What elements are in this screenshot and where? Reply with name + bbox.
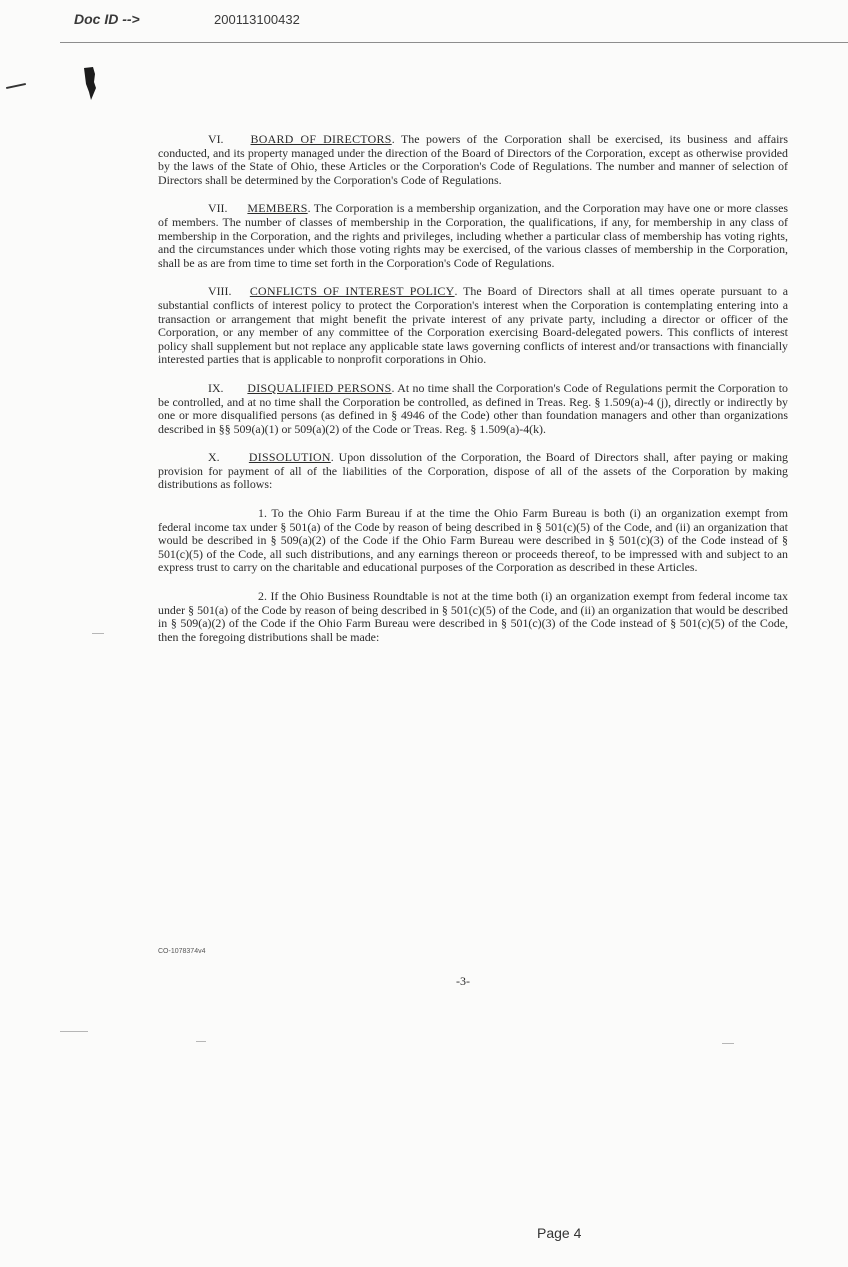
section-number: VII. (208, 201, 228, 216)
section-number: VI. (208, 132, 224, 146)
section-paragraph: X. DISSOLUTION. Upon dissolution of the Corporation, the Board of Directors shall, after paying or making provision for payment of all of the liabilities of the Corporation, dispose of all of the assets of the Corporation by making distributions as follows: (158, 450, 788, 492)
section-text: The Corporation is a membership organization, and the Corporation may have one or more classes of members. The number of classes of membership in the Corporation, the qualifications, if any, for membership in any class of membership in the Corporation, and the rights and privileges, including whether a particular class of membership has voting rights, and the circumstances under which those voting rights may be exercised, of the various classes of membership in the Corporation, shall be as are from time to time set forth in the Corporation's Code of Regulations. (158, 201, 788, 270)
section-text: The powers of the Corporation shall be exercised, its business and affairs conducted, and its property managed under the direction of the Board of Directors of the Corporation, except as otherwise provided by the laws of the State of Ohio, these Articles or the Corporation's Code of Regulations. The number and manner of selection of Directors shall be determined by the Corporation's Code of Regulations. (158, 132, 788, 187)
scan-artifact (92, 633, 104, 634)
header-divider (60, 42, 848, 43)
section-text: Upon dissolution of the Corporation, the Board of Directors shall, after paying or making provision for payment of all of the liabilities of the Corporation, dispose of all of the assets of the Corporation by making distributions as follows: (158, 450, 788, 492)
section-heading: CONFLICTS OF INTEREST POLICY (249, 284, 455, 299)
document-body (158, 133, 788, 659)
document-code: CO-1078374v4 (158, 948, 206, 955)
item-number: 2. (258, 589, 267, 604)
scan-mark (6, 83, 26, 89)
document-header (0, 0, 848, 44)
section-paragraph: VI. BOARD OF DIRECTORS. The powers of the Corporation shall be exercised, its business and affairs conducted, and its property managed under the direction of the Board of Directors of the Corporation, except as otherwise provided by the laws of the State of Ohio, these Articles or the Corporation's Code of Regulations. The number and manner of selection of Directors shall be determined by the Corporation's Code of Regulations. (158, 132, 788, 187)
page-label: Page 4 (537, 1225, 582, 1241)
section-heading: DISSOLUTION (248, 450, 331, 465)
doc-id-label: Doc ID --> (74, 11, 140, 27)
section-paragraph: VIII. CONFLICTS OF INTEREST POLICY. The Board of Directors shall at all times operate pursuant to a substantial conflicts of interest policy to protect the Corporation's interest when the Corporation is contemplating entering into a transaction or arrangement that might benefit the private interest of any private party, including a director or officer of the Corporation, or any member of any committee of the Corporation exercising Board-delegated powers. This conflicts of interest policy shall supplement but not replace any applicable state laws governing conflicts of interest and/or transactions with financially interested parties that is applicable to nonprofit corporations in Ohio. (158, 284, 788, 367)
section-heading: MEMBERS (247, 201, 308, 216)
section-text: The Board of Directors shall at all times operate pursuant to a substantial conflicts of interest policy to protect the Corporation's interest when the Corporation is contemplating entering into a transaction or arrangement that might benefit the private interest of any private party, including a director or officer of the Corporation, or any member of any committee of the Corporation exercising Board-delegated powers. This conflicts of interest policy shall supplement but not replace any applicable state laws governing conflicts of interest and/or transactions with financially interested parties that is applicable to nonprofit corporations in Ohio. (158, 284, 788, 367)
section-text: At no time shall the Corporation's Code of Regulations permit the Corporation to be controlled, and at no time shall the Corporation be controlled, as defined in Treas. Reg. § 1.509(a)-4 (j), directly or indirectly by one or more disqualified persons (as defined in § 4946 of the Code) other than foundation managers and other than organizations described in §§ 509(a)(1) or 509(a)(2) of the Code or Treas. Reg. § 1.509(a)-4(k). (158, 380, 789, 436)
scan-artifact (722, 1043, 734, 1044)
scan-artifact (196, 1041, 206, 1042)
section-number: IX. (208, 380, 224, 395)
distribution-item (158, 507, 788, 575)
item-text: If the Ohio Business Roundtable is not at the time both (i) an organization exempt from federal income tax under § 501(a) of the Code by reason of being described in § 501(c)(5) of the Code, and (ii) an organization that would be described in § 509(a)(2) of the Code if the Ohio Farm Bureau were described in § 501(c)(3) of the Code instead of § 501(c)(5) of the Code, then the foregoing distributions shall be made: (158, 589, 788, 644)
distribution-item (158, 590, 788, 644)
section-number: VIII. (208, 284, 232, 299)
item-number: 1. (258, 506, 267, 521)
section-heading: BOARD OF DIRECTORS (250, 132, 392, 146)
section-paragraph: VII. MEMBERS. The Corporation is a membership organization, and the Corporation may have one or more classes of members. The number of classes of membership in the Corporation, the qualifications, if any, for membership in any class of membership in the Corporation, and the rights and privileges, including whether a particular class of membership has voting rights, and the circumstances under which those voting rights may be exercised, of the various classes of membership in the Corporation, shall be as are from time to time set forth in the Corporation's Code of Regulations. (158, 201, 788, 270)
section-heading: DISQUALIFIED PERSONS (247, 380, 392, 395)
scan-artifact (60, 1031, 88, 1032)
scan-blot (82, 66, 100, 102)
item-text: To the Ohio Farm Bureau if at the time the Ohio Farm Bureau is both (i) an organization exempt from federal income tax under § 501(a) of the Code by reason of being described in § 501(c)(5) of the Code, and (ii) an organization that would be described in § 509(a)(2) of the Code if the Ohio Farm Bureau were described in § 501(c)(3) of the Code instead of § 501(c)(5) of the Code, all such distributions, and any earnings thereon or proceeds thereof, to be impressed with and subject to an express trust to carry on the charitable and educational purposes of the Corporation as described in these Articles. (158, 506, 788, 575)
section-paragraph: IX. DISQUALIFIED PERSONS. At no time shall the Corporation's Code of Regulations permit the Corporation to be controlled, and at no time shall the Corporation be controlled, as defined in Treas. Reg. § 1.509(a)-4 (j), directly or indirectly by one or more disqualified persons (as defined in § 4946 of the Code) other than foundation managers and other than organizations described in §§ 509(a)(1) or 509(a)(2) of the Code or Treas. Reg. § 1.509(a)-4(k). (158, 380, 789, 436)
page-number: -3- (456, 974, 470, 988)
section-number: X. (208, 450, 220, 465)
doc-id-value: 200113100432 (214, 12, 300, 27)
